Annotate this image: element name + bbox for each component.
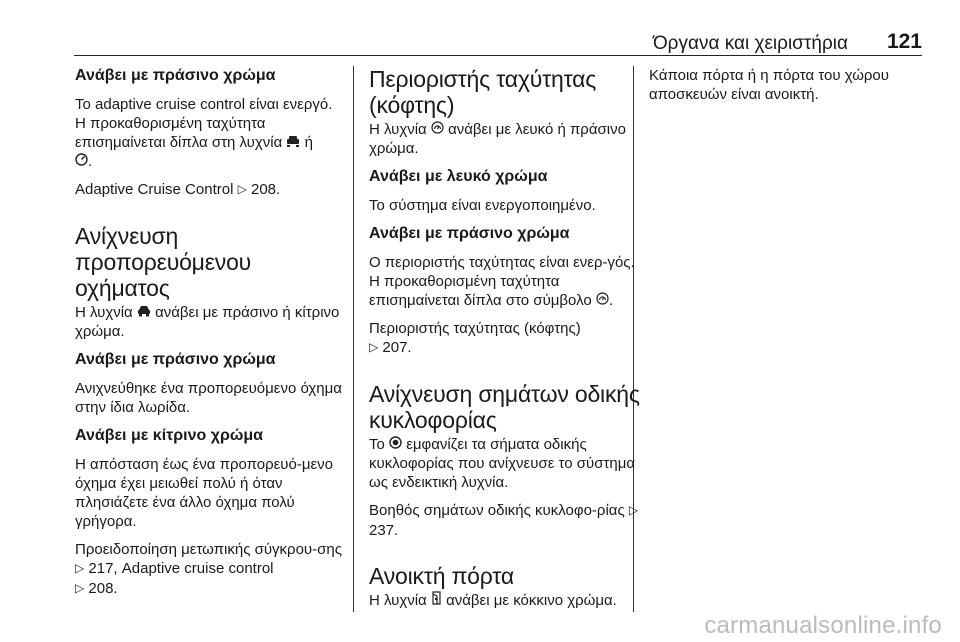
paragraph xyxy=(369,120,641,158)
paragraph xyxy=(369,435,641,492)
text: . xyxy=(608,292,614,309)
text: ή xyxy=(304,134,313,151)
acc-speed-icon xyxy=(75,153,88,168)
page-header xyxy=(0,0,960,58)
text: εμφανίζει τα σήματα οδικής κυκλοφορίας που ανίχνευσε το σύστημα ως ενδεικτική λυχνία. xyxy=(369,436,636,491)
section-heading-vehicle: Ανίχνευση προπορευόμενου οχήματος xyxy=(75,223,252,301)
subheading-yellow: Ανάβει με κίτρινο χρώμα xyxy=(75,427,263,444)
paragraph xyxy=(75,180,347,200)
text: Η λυχνία xyxy=(369,592,427,609)
subheading-green: Ανάβει με πράσινο χρώμα xyxy=(75,351,276,368)
paragraph xyxy=(369,253,641,310)
section-heading-signs: Ανίχνευση σημάτων οδικής κυκλοφορίας xyxy=(369,381,640,433)
vehicle-ahead-icon xyxy=(137,305,151,319)
text: ανάβει με λευκό ή πράσινο χρώμα. xyxy=(369,121,626,157)
paragraph xyxy=(369,319,641,358)
speed-limiter-icon xyxy=(596,292,609,307)
subheading-green: Ανάβει με πράσινο χρώμα xyxy=(369,225,570,242)
link-text[interactable]: Βοηθός σημάτων οδικής κυκλοφο-ρίας xyxy=(369,502,625,519)
arrow-icon: ▷ xyxy=(75,581,85,595)
paragraph xyxy=(369,501,641,540)
text: Το xyxy=(369,436,385,453)
text: ανάβει με πράσινο ή κίτρινο χρώμα. xyxy=(75,304,340,340)
link-text[interactable]: 217, Adaptive cruise control xyxy=(88,560,274,577)
paragraph xyxy=(75,303,347,341)
paragraph: Η απόσταση έως ένα προπορευό-μενο όχημα έχει μειωθεί πολύ ή όταν πλησιάζετε ένα άλλο όχημα πολύ γρήγορα. xyxy=(75,456,334,530)
text: Ο περιοριστής ταχύτητας είναι ενερ-γός. Η προκαθορισμένη ταχύτητα επισημαίνεται δίπλα στο σύμβολο xyxy=(369,254,635,309)
column-divider xyxy=(353,66,354,612)
column-3 xyxy=(649,66,921,113)
paragraph xyxy=(75,540,347,599)
section-heading-door: Ανοικτή πόρτα xyxy=(369,563,514,589)
column-2 xyxy=(369,66,641,619)
paragraph: Το σύστημα είναι ενεργοποιημένο. xyxy=(369,197,596,214)
text: Η λυχνία xyxy=(369,121,427,138)
acc-car-icon xyxy=(286,135,300,149)
arrow-icon: ▷ xyxy=(628,503,639,517)
page-ref[interactable]: 208. xyxy=(88,580,118,597)
section-title: Όργανα και χειριστήρια xyxy=(652,33,848,54)
paragraph: Ανιχνεύθηκε ένα προπορευόμενο όχημα στην ίδια λωρίδα. xyxy=(75,380,342,416)
page-number: 121 xyxy=(886,30,922,53)
subheading-white: Ανάβει με λευκό χρώμα xyxy=(369,168,548,185)
page-ref[interactable]: 207. xyxy=(382,339,412,356)
watermark: carmanualsonline.info xyxy=(704,612,942,639)
text: Η λυχνία xyxy=(75,304,133,321)
text[interactable]: Προειδοποίηση μετωπικής σύγκρου-σης xyxy=(75,541,342,558)
text: Το adaptive cruise control είναι ενεργό. Η προκαθορισμένη ταχύτητα επισημαίνεται δίπλα στη λυχνία xyxy=(75,96,333,151)
section-heading-limiter: Περιοριστής ταχύτητας (κόφτης) xyxy=(369,66,597,118)
link-text[interactable]: Περιοριστής ταχύτητας (κόφτης) xyxy=(369,320,581,337)
speed-limiter-icon xyxy=(431,121,444,136)
subheading-green: Ανάβει με πράσινο χρώμα xyxy=(75,67,276,84)
paragraph xyxy=(369,591,641,610)
header-rule xyxy=(74,55,922,56)
page-ref[interactable]: 237. xyxy=(369,522,399,539)
text: ανάβει με κόκκινο χρώμα. xyxy=(446,592,617,609)
paragraph: Κάποια πόρτα ή η πόρτα του χώρου αποσκευών είναι ανοικτή. xyxy=(649,67,889,103)
link-text[interactable]: Adaptive Cruise Control xyxy=(75,181,234,198)
page-ref[interactable]: 208. xyxy=(251,181,281,198)
column-1 xyxy=(75,66,347,608)
arrow-icon: ▷ xyxy=(237,182,247,196)
arrow-icon: ▷ xyxy=(75,561,85,575)
traffic-sign-icon xyxy=(389,436,402,451)
arrow-icon: ▷ xyxy=(369,340,379,354)
door-open-icon xyxy=(431,591,442,607)
paragraph: Το adaptive cruise control είναι ενεργό. Η προκαθορισμένη ταχύτητα επισημαίνεται δίπλα στη λυχνία ή . xyxy=(75,96,333,170)
